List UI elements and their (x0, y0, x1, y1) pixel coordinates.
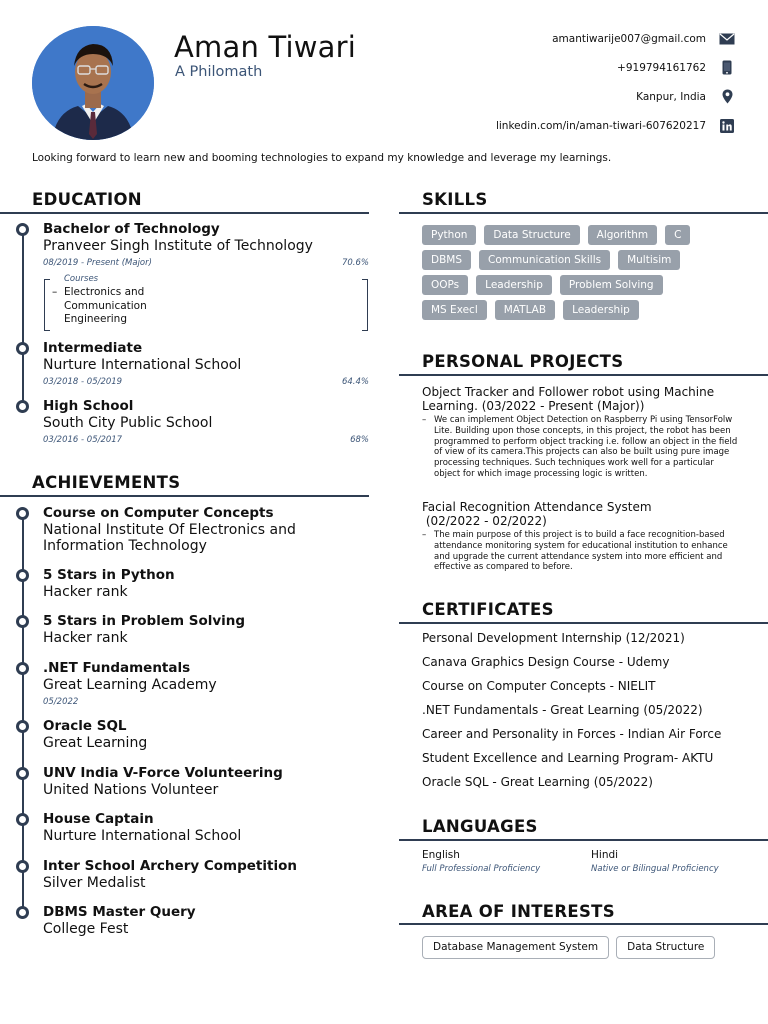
timeline-node (16, 860, 29, 873)
education-score: 70.6% (341, 258, 369, 268)
bullet-dash: – (422, 415, 427, 425)
achievement-title: .NET Fundamentals (43, 660, 191, 676)
achievement-item (43, 858, 369, 891)
achievement-item (43, 505, 369, 554)
certificate-item: Personal Development Internship (12/2021) (422, 631, 685, 645)
projects-heading: PERSONAL PROJECTS (422, 352, 624, 371)
interest-tag: Data Structure (616, 936, 715, 959)
skill-tag: Algorithm (588, 225, 657, 245)
project-description (422, 530, 742, 573)
education-score: 64.4% (341, 377, 369, 387)
education-dates: 03/2016 - 05/2017 (43, 435, 123, 445)
courses-box (44, 274, 368, 331)
contact-linkedin[interactable]: linkedin.com/in/aman-tiwari-607620217 (495, 119, 706, 132)
certificate-item: Course on Computer Concepts - NIELIT (422, 679, 656, 693)
language-level: Full Professional Proficiency (422, 864, 541, 874)
achievement-issuer: United Nations Volunteer (43, 782, 219, 798)
achievement-issuer: Hacker rank (43, 584, 128, 600)
project-description-text: The main purpose of this project is to build a face recognition-based attendance monitoring system for educational institution to enhance and upgrade the current attendance system into more efficient and effective as compared to before. (434, 530, 728, 573)
education-timeline (22, 235, 24, 407)
education-school: Pranveer Singh Institute of Technology (43, 238, 313, 254)
email-icon (718, 33, 736, 45)
education-school: South City Public School (43, 415, 213, 431)
project-title (422, 500, 652, 528)
achievement-item (43, 718, 369, 751)
project-title-line: (02/2022 - 02/2022) (422, 514, 547, 528)
timeline-node (16, 906, 29, 919)
skill-tag: Leadership (476, 275, 552, 295)
language-name: Hindi (591, 849, 619, 861)
bullet-dash: – (52, 286, 58, 298)
certificate-item: Career and Personality in Forces - Indian Air Force (422, 727, 722, 741)
education-dates: 03/2018 - 05/2019 (43, 377, 123, 387)
languages-divider (399, 839, 768, 841)
contact-linkedin-row (416, 111, 736, 140)
achievement-meta (43, 697, 369, 707)
achievement-issuer: Great Learning (43, 735, 148, 751)
timeline-node (16, 615, 29, 628)
education-heading: EDUCATION (32, 190, 142, 209)
timeline-node (16, 223, 29, 236)
education-degree: Bachelor of Technology (43, 221, 220, 237)
linkedin-icon (718, 119, 736, 133)
skills-row (422, 250, 688, 270)
skill-tag: C (665, 225, 690, 245)
education-school: Nurture International School (43, 357, 242, 373)
achievement-issuer: Hacker rank (43, 630, 128, 646)
contact-email[interactable]: amantiwarije007@gmail.com (552, 32, 706, 45)
timeline-node (16, 507, 29, 520)
achievement-item (43, 765, 369, 798)
achievement-issuer: Silver Medalist (43, 875, 146, 891)
education-item (43, 340, 369, 387)
skill-tag: Multisim (618, 250, 680, 270)
candidate-tagline: A Philomath (175, 64, 263, 80)
certificates-heading: CERTIFICATES (422, 600, 554, 619)
contact-location: Kanpur, India (636, 90, 706, 103)
skill-tag: Communication Skills (479, 250, 610, 270)
project-description (422, 415, 742, 480)
project-title-line: Object Tracker and Follower robot using Machine (422, 385, 715, 399)
languages-heading: LANGUAGES (422, 817, 538, 836)
achievement-title: House Captain (43, 811, 154, 827)
timeline-node (16, 342, 29, 355)
certificate-item: .NET Fundamentals - Great Learning (05/2022) (422, 703, 703, 717)
education-degree: Intermediate (43, 340, 143, 356)
skill-tag: Data Structure (484, 225, 579, 245)
skills-row (422, 275, 671, 295)
education-divider (0, 212, 369, 214)
bullet-dash: – (422, 530, 427, 540)
education-dates: 08/2019 - Present (Major) (43, 258, 152, 268)
course-name: Electronics and Communication Engineering (64, 286, 147, 325)
education-score: 68% (350, 435, 369, 445)
skill-tag: MS Execl (422, 300, 487, 320)
timeline-node (16, 720, 29, 733)
achievements-heading: ACHIEVEMENTS (32, 473, 181, 492)
courses-label: Courses (64, 274, 99, 284)
achievement-issuer: College Fest (43, 921, 129, 937)
project-title-line: Learning. (03/2022 - Present (Major)) (422, 399, 645, 413)
achievement-date: 05/2022 (43, 697, 79, 707)
language-level: Native or Bilingual Proficiency (591, 864, 719, 874)
achievement-item (43, 567, 369, 600)
project-description-text: We can implement Object Detection on Raspberry Pi using TensorFolw Lite. Building upon those concepts, in this project, the robot has been programmed to perform object tracking i.e. follow an object in the field of view of its camera.This projects can also be built using pure image processing techniques. Such techniques work well for a particular object for which image processing logic is written. (434, 415, 738, 479)
interest-tag: Database Management System (422, 936, 609, 959)
courses-bracket-right (362, 279, 368, 331)
courses-bracket-left (44, 279, 50, 331)
skill-tag: Python (422, 225, 476, 245)
achievement-item (43, 660, 369, 707)
education-meta (43, 258, 369, 268)
certificate-item: Student Excellence and Learning Program- AKTU (422, 751, 714, 765)
skills-heading: SKILLS (422, 190, 488, 209)
skill-tag: MATLAB (495, 300, 555, 320)
contact-location-row (416, 82, 736, 111)
phone-icon (718, 60, 736, 75)
skills-divider (399, 212, 768, 214)
interests-list (422, 936, 722, 959)
achievement-title: DBMS Master Query (43, 904, 196, 920)
timeline-node (16, 400, 29, 413)
interests-divider (399, 923, 768, 925)
interests-heading: AREA OF INTERESTS (422, 902, 615, 921)
skills-row (422, 225, 698, 245)
profile-photo (32, 26, 154, 140)
timeline-node (16, 813, 29, 826)
skill-tag: DBMS (422, 250, 471, 270)
projects-divider (399, 374, 768, 376)
contact-phone[interactable]: +919794161762 (617, 61, 706, 74)
skill-tag: OOPs (422, 275, 468, 295)
achievement-item (43, 811, 369, 844)
education-item (43, 221, 369, 268)
achievement-title: 5 Stars in Problem Solving (43, 613, 246, 629)
timeline-node (16, 767, 29, 780)
project-title-line: Facial Recognition Attendance System (422, 500, 652, 514)
course-item (52, 286, 154, 327)
achievement-issuer: Great Learning Academy (43, 677, 217, 693)
achievement-issuer: National Institute Of Electronics and Information Technology (43, 522, 296, 554)
achievement-issuer: Nurture International School (43, 828, 242, 844)
achievement-item (43, 613, 369, 646)
achievement-title: 5 Stars in Python (43, 567, 175, 583)
location-icon (718, 89, 736, 104)
skill-tag: Problem Solving (560, 275, 663, 295)
project-title (422, 385, 714, 413)
timeline-node (16, 569, 29, 582)
contact-phone-row (416, 53, 736, 82)
language-name: English (422, 849, 460, 861)
education-meta (43, 377, 369, 387)
contact-email-row (416, 24, 736, 53)
education-item (43, 398, 369, 445)
achievement-title: Oracle SQL (43, 718, 127, 734)
education-meta (43, 435, 369, 445)
contact-block (416, 24, 736, 140)
certificates-divider (399, 622, 768, 624)
achievement-title: Inter School Archery Competition (43, 858, 297, 874)
certificate-item: Oracle SQL - Great Learning (05/2022) (422, 775, 653, 789)
education-degree: High School (43, 398, 134, 414)
achievement-title: Course on Computer Concepts (43, 505, 274, 521)
achievements-divider (0, 495, 369, 497)
timeline-node (16, 662, 29, 675)
skill-tag: Leadership (563, 300, 639, 320)
certificate-item: Canava Graphics Design Course - Udemy (422, 655, 670, 669)
achievement-item (43, 904, 369, 937)
skills-row (422, 300, 647, 320)
summary-text: Looking forward to learn new and booming technologies to expand my knowledge and leverage my learnings. (32, 152, 612, 164)
achievement-title: UNV India V-Force Volunteering (43, 765, 283, 781)
candidate-name: Aman Tiwari (174, 30, 357, 64)
